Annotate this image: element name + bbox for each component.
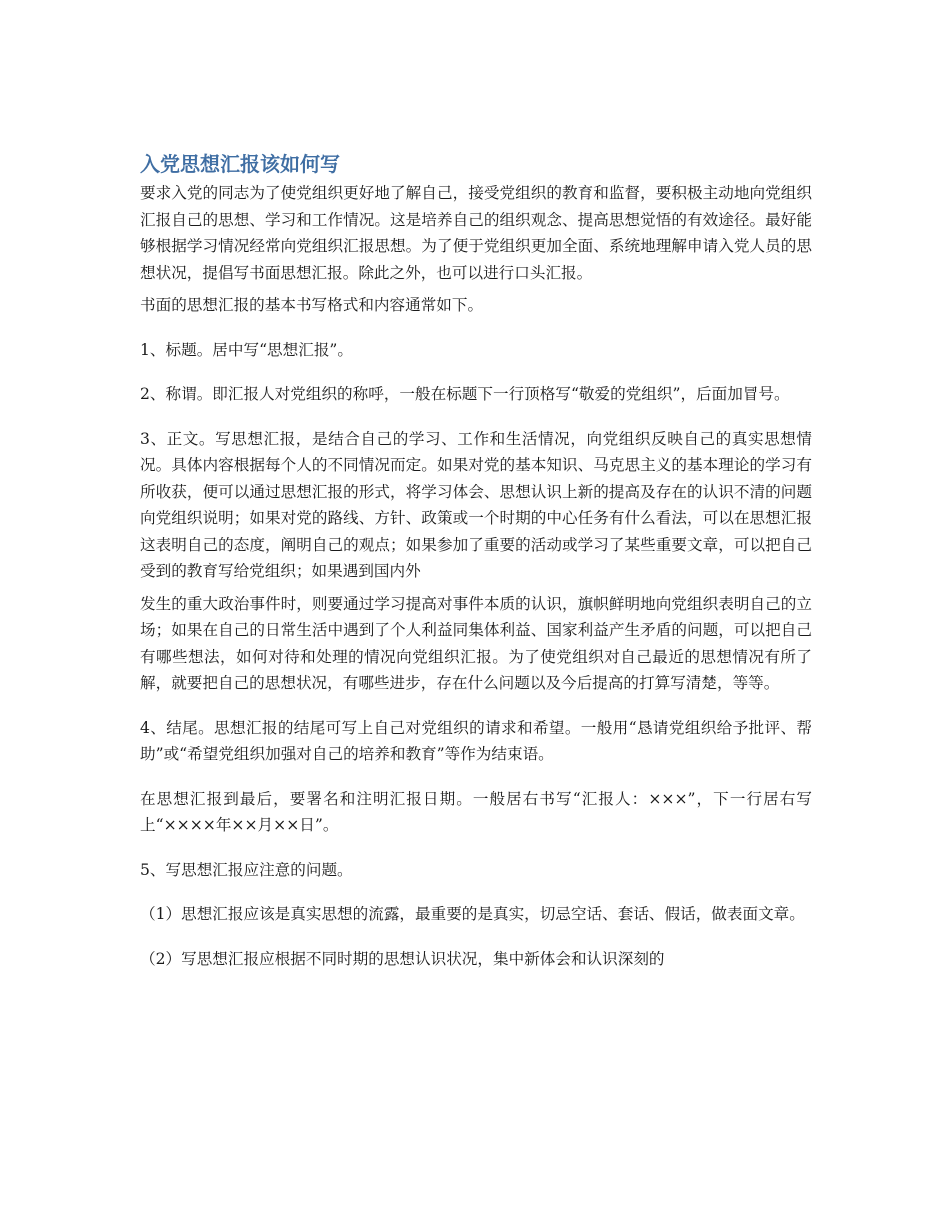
paragraph-intro: 要求入党的同志为了使党组织更好地了解自己，接受党组织的教育和监督，要积极主动地向党组织汇报自己的思想、学习和工作情况。这是培养自己的组织观念、提高思想觉悟的有效途径。最好能够根据学习情况经常向党组织汇报思想。为了便于党组织更加全面、系统地理解申请入党人员的思想状况，提倡写书面思想汇报。除此之外，也可以进行口头汇报。 <box>140 184 812 282</box>
paragraph-item-2: 2、称谓。即汇报人对党组织的称呼，一般在标题下一行顶格写“敬爱的党组织”，后面加冒号。 <box>140 385 790 403</box>
paragraph-item-4: 4、结尾。思想汇报的结尾可写上自己对党组织的请求和希望。一般用“恳请党组织给予批评、帮助”或“希望党组织加强对自己的培养和教育”等作为结束语。 <box>140 718 812 763</box>
paragraph-item-3: 3、正文。写思想汇报，是结合自己的学习、工作和生活情况，向党组织反映自己的真实思想情况。具体内容根据每个人的不同情况而定。如果对党的基本知识、马克思主义的基本理论的学习有所收获，便可以通过思想汇报的形式，将学习体会、思想认识上新的提高及存在的认识不清的问题向党组织说明；如果对党的路线、方针、政策或一个时期的中心任务有什么看法，可以在思想汇报这表明自己的态度，阐明自己的观点；如果参加了重要的活动或学习了某些重要文章，可以把自己受到的教育写给党组织；如果遇到国内外 <box>140 429 812 580</box>
paragraph-item-3-cont: 发生的重大政治事件时，则要通过学习提高对事件本质的认识，旗帜鲜明地向党组织表明自己的立场；如果在自己的日常生活中遇到了个人利益同集体利益、国家利益产生矛盾的问题，可以把自己有哪些想法，如何对待和处理的情况向党组织汇报。为了使党组织对自己最近的思想情况有所了解，就要把自己的思想状况，有哪些进步，存在什么问题以及今后提高的打算写清楚，等等。 <box>140 594 812 692</box>
paragraph-note-2: （2）写思想汇报应根据不同时期的思想认识状况，集中新体会和认识深刻的 <box>140 949 665 968</box>
document-title: 入党思想汇报该如何写 <box>140 152 340 176</box>
paragraph-item-5: 5、写思想汇报应注意的问题。 <box>140 860 353 879</box>
document-page <box>140 150 812 990</box>
paragraph-signature: 在思想汇报到最后，要署名和注明汇报日期。一般居右书写“汇报人：×××”，下一行居右写上“××××年××月××日”。 <box>140 789 812 834</box>
paragraph-item-1: 1、标题。居中写“思想汇报”。 <box>140 340 353 359</box>
paragraph-note-1: （1）思想汇报应该是真实思想的流露，最重要的是真实，切忌空话、套话、假话，做表面文章。 <box>140 905 805 923</box>
paragraph-format-intro: 书面的思想汇报的基本书写格式和内容通常如下。 <box>140 296 484 314</box>
